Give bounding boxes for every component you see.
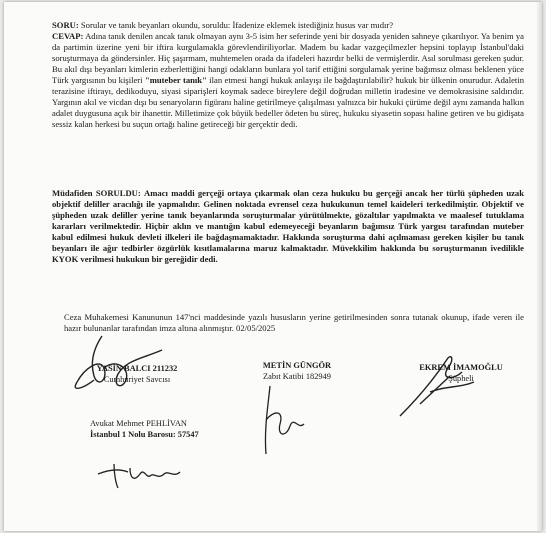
suspect-name: EKREM İMAMOĞLU (419, 363, 503, 372)
document-page (4, 2, 542, 531)
defense-label: Müdafiden SORULDU: (52, 188, 141, 198)
lawyer-signature-block (90, 418, 220, 440)
closing-text: Ceza Muhakemesi Kanununun 147'nci maddesinde yazılı hususların yerine getirilmesinden sonra tutanak okunup, ifade veren ile hazır bulunanlar tarafından imza altına alınmıştır. 02/05/2025 (64, 312, 524, 334)
defense-paragraph (52, 188, 524, 265)
clerk-signature (250, 380, 310, 464)
prosecutor-name: YASİN BALCI 211232 (96, 364, 178, 373)
suspect-title: Şüpheli (448, 374, 474, 383)
clerk-title: Zabıt Katibi 182949 (263, 372, 331, 381)
suspect-signature (390, 346, 490, 422)
question-text: Sorular ve tanık beyanları okundu, soruldu: İfadenize eklemek istediğiniz husus var mıdır? (80, 20, 394, 30)
clerk-signature-block (242, 360, 352, 382)
clerk-name: METİN GÜNGÖR (262, 361, 332, 370)
answer-label: CEVAP: (52, 31, 84, 42)
lawyer-title: İstanbul 1 Nolu Barosu: 57547 (90, 430, 199, 439)
prosecutor-title: Cumhuriyet Savcısı (103, 375, 171, 384)
page-edge-shadow (536, 2, 542, 531)
question-answer-paragraph (52, 20, 524, 130)
suspect-signature-block (406, 362, 516, 384)
defense-text: Amacı maddi gerçeği ortaya çıkarmak olan ceza hukuku bu gerçeği ancak her türlü şüpheden uzak objektif deliller aracılığı ile yapmalıdır. Gelinen noktada evrensel ceza hukukunun temel kaideleri terkedilmiştir. Objektif ve şüpheden uzak deliller yerine tanık beyanlarında soruşturmalar yürütülmekte, gözaltılar yapılmakta ve maalesef tutuklama kararları verilmektedir. Hiçbir aklın ve mantığın kabul edemeyeceği beyanların bağımsız Türk yargısı tarafından muteber kabul edilmesi hukuk devleti ilkeleri ile bağdaşmamaktadır. Hakkında soruşturma dahi açılmaması gereken kişiler bu tanık beyanları ile ağır tedbirler özgürlük kısıtlamalarına maruz kalmaktadır. Müvekkilim hakkında bu soruşturmanın ivedilikle KYOK verilmesi hukukun bir gereğidir dedi. (52, 188, 524, 265)
answer-text-continued: ilan etmesi hangi hukuk anlayışı ile bağdaştırılabilir? hukuk bir ülkenin onurudur. Adaletin terazisine iftirayı, dedikoduyu, siyasi siparişleri koymak sadece bireylere değil doğrudan milletin iradesine ve demokrasisine saldırıdır. Yargının akıl ve vicdan dışı bu senaryoların figüranı haline getirilmeye çalışılması yalnızca bir hukuki çürüme değil aynı zamanda halkın adalet duygusuna açık bir ihanettir. Milletimize çok büyük bedeller ödeten bu süreç, hukuku siyasetin sopası haline getiren ve bu gidişata sessiz kalan herkesi bu suçun ortağı haline getireceği bir gerçektir dedi. (52, 75, 524, 130)
question-label: SORU: (52, 20, 79, 30)
lawyer-signature (94, 454, 184, 494)
answer-text: Adına tanık denilen ancak tanık olmayan aynı 3-5 isim her seferinde yeni bir dosyada yeniden sahneye çıkarılıyor. Ya benim ya da partimin üzerine yeni bir iftira kurgulamakla görevlendiriliyorlar. Madem bu kadar vazgeçilmezler hepsini toplayıp İstanbul'daki soruşturmaya da göndersinler. Hiç şaşırmam, muhtemelen orada da ifadeleri hazırdır belki de vermişlerdir. Asıl sorulması gereken şudur. Bu akıl dışı beyanları kimlerin ezberlettiğini hangi odakların bunlara yol tarif ettiğini sorgulamak yerine bağımsız olması beklenen yüce Türk yargısının bu kişileri (52, 31, 524, 86)
lawyer-name: Avukat Mehmet PEHLİVAN (90, 419, 187, 428)
prosecutor-signature-block (72, 363, 202, 385)
answer-quote: "muteber tanık" (144, 75, 207, 86)
